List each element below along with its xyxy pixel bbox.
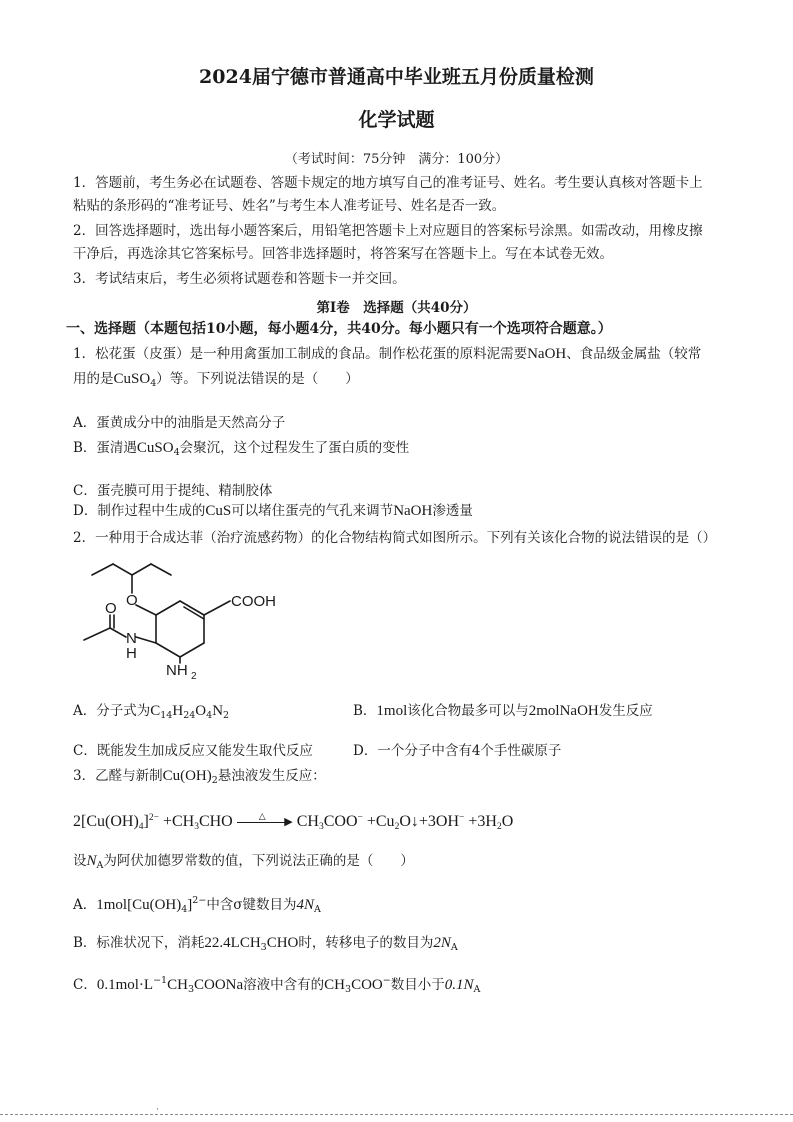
- q3-na-definition: 设$N_A$为阿伏加德罗常数的值，下列说法正确的是（ ）: [73, 853, 414, 871]
- label-nh2: NH: [166, 662, 188, 679]
- q3-stem: 3．乙醛与新制$Cu(OH)_2$悬浊液发生反应：: [73, 768, 326, 786]
- instruction-3: 3．考试结束后，考生必须将试题卷和答题卡一并交回。: [73, 271, 406, 287]
- q3-option-a: A．$1mol[Cu(OH)_4]^{2-}$中含σ键数目为$4N_A$: [73, 895, 321, 915]
- q1-stem-line-1: 1．松花蛋（皮蛋）是一种用禽蛋加工制成的食品。制作松花蛋的原料泥需要NaOH、食品级金属盐（较常: [73, 346, 702, 362]
- instruction-1-line-2: 粘贴的条形码的“准考证号、姓名”与考生本人准考证号、姓名是否一致。: [73, 198, 506, 214]
- instruction-2-line-1: 2．回答选择题时，选出每小题答案后，用铅笔把答题卡上对应题目的答案标号涂黑。如需改动，用橡皮擦: [73, 223, 703, 239]
- q3-option-c: C．$0.1mol\cdot L^{-1}CH_3COONa$溶液中含有的$CH_3COO^-$数目小于$0.1N_A$: [73, 975, 481, 995]
- label-carbonyl-oxygen: O: [105, 600, 117, 617]
- exam-info: （考试时间：75分钟 满分：100分）: [284, 152, 509, 167]
- q2-stem: 2．一种用于合成达菲（治疗流感药物）的化合物结构简式如图所示。下列有关该化合物的说法错误的是（）: [73, 530, 717, 546]
- instruction-1-line-1: 1．答题前，考生务必在试题卷、答题卡规定的地方填写自己的准考证号、姓名。考生要认真核对答题卡上: [73, 175, 703, 191]
- page-mark: ·: [156, 1105, 159, 1115]
- reaction-arrow: ▶ △: [237, 817, 293, 827]
- section-heading: 一、选择题（本题包括10小题，每小题4分，共40分。每小题只有一个选项符合题意。）: [66, 321, 612, 337]
- q1-stem-line-2: 用的是CuSO$_4$）等。下列说法错误的是（ ）: [73, 371, 359, 389]
- q3-reaction-equation: $2[Cu(OH)_4]^{2-} +CH_3CHO$ ▶ △ $CH_3COO^-$ $+Cu_2O↓+3OH^- +3H_2O$: [73, 811, 513, 833]
- instruction-2-line-2: 干净后，再选涂其它答案标号。回答非选择题时，将答案写在答题卡上。写在本试卷无效。: [73, 246, 613, 262]
- compound-structure-diagram: [70, 555, 300, 680]
- q1-option-d: D．制作过程中生成的CuS可以堵住蛋壳的气孔来调节NaOH渗透量: [73, 503, 473, 519]
- label-amide-n: N: [126, 630, 137, 647]
- q1-option-c: C．蛋壳膜可用于提纯、精制胶体: [73, 483, 273, 499]
- q2-option-d: D．一个分子中含有4个手性碳原子: [353, 743, 562, 759]
- heat-symbol: △: [258, 811, 266, 822]
- label-cooh: COOH: [231, 593, 276, 610]
- subject-title: 化学试题: [358, 109, 435, 131]
- q2-option-a: A．分子式为$C_{14}H_{24}O_4N_2$: [73, 703, 230, 721]
- label-nh2-sub: 2: [191, 671, 197, 680]
- exam-title: 2024届宁德市普通高中毕业班五月份质量检测: [199, 66, 594, 88]
- page-bottom-rule: [0, 1114, 793, 1115]
- q2-option-c: C．既能发生加成反应又能发生取代反应: [73, 743, 313, 759]
- label-amide-h: H: [126, 645, 137, 662]
- q2-option-b: B．1mol该化合物最多可以与2molNaOH发生反应: [353, 703, 653, 719]
- label-ether-oxygen: O: [126, 592, 138, 609]
- q3-option-b: B．标准状况下，消耗$22.4LCH_3CHO$时，转移电子的数目为$2N_A$: [73, 935, 458, 953]
- q1-option-b: B．蛋清遇CuSO$_4$会聚沉，这个过程发生了蛋白质的变性: [73, 440, 410, 458]
- section-title: 第Ⅰ卷 选择题（共40分）: [316, 300, 477, 316]
- q1-option-a: A．蛋黄成分中的油脂是天然高分子: [73, 415, 286, 431]
